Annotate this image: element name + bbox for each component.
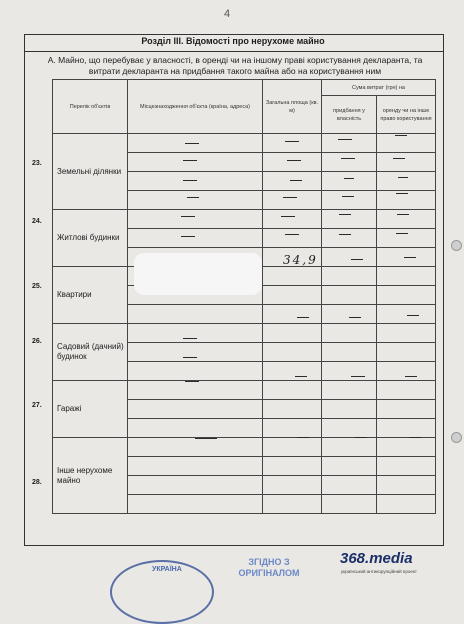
handwritten-dash: [397, 214, 409, 215]
watermark-logo: 368.media: [340, 550, 413, 567]
col-header-purchase: придбання у власність: [322, 96, 377, 134]
handwritten-dash: [297, 317, 309, 318]
category-label-land: Земельні ділянки: [53, 134, 128, 210]
handwritten-dash: [339, 234, 351, 235]
category-label-summer-house: Садовий (дачний) будинок: [53, 324, 128, 381]
handwritten-dash: [344, 178, 354, 179]
handwritten-dash: [395, 135, 407, 136]
handwritten-dash: [181, 236, 195, 237]
col-header-area: Загальна площа (кв. м): [263, 80, 322, 134]
handwritten-dash: [338, 139, 352, 140]
handwritten-dash: [285, 234, 299, 235]
handwritten-dash: [409, 437, 421, 438]
stamp-text: УКРАЇНА: [152, 566, 182, 573]
handwritten-dash: [185, 381, 199, 382]
col-header-location: Місцезнаходження об'єкта (країна, адреса): [128, 80, 263, 134]
section-title: Розділ ІІІ. Відомості про нерухоме майно: [141, 36, 325, 46]
conformity-stamp: ЗГІДНО З ОРИГІНАЛОМ: [238, 557, 300, 578]
handwritten-dash: [195, 438, 217, 439]
handwritten-dash: [355, 437, 367, 438]
category-label-garages: Гаражі: [53, 381, 128, 438]
punch-hole: [451, 432, 462, 443]
category-number: 25.: [32, 283, 42, 290]
handwritten-dash: [187, 197, 199, 198]
handwritten-dash: [283, 197, 297, 198]
handwritten-dash: [407, 315, 419, 316]
handwritten-dash: [287, 160, 301, 161]
title-divider: [24, 51, 443, 52]
handwritten-dash: [339, 214, 351, 215]
handwritten-dash: [281, 216, 295, 217]
page-number: 4: [224, 8, 231, 20]
handwritten-dash: [405, 376, 417, 377]
handwritten-dash: [185, 143, 199, 144]
col-header-rent: оренду чи на інше право користування: [377, 96, 436, 134]
handwritten-dash: [393, 158, 405, 159]
subsection-title: А. Майно, що перебуває у власності, в оренді чи на іншому праві користування декларанта, та витрати декларанта на придбання такого майна або на користування ним: [47, 55, 423, 76]
handwritten-dash: [297, 437, 309, 438]
category-number: 24.: [32, 218, 42, 225]
category-number: 23.: [32, 160, 42, 167]
category-number: 26.: [32, 338, 42, 345]
handwritten-dash: [183, 338, 197, 339]
category-label-houses: Житлові будинки: [53, 210, 128, 267]
col-header-costs: Сума витрат (грн) на: [322, 80, 436, 96]
handwritten-dash: [396, 193, 408, 194]
handwritten-dash: [349, 317, 361, 318]
category-label-other: Інше нерухоме майно: [53, 438, 128, 514]
handwritten-dash: [181, 216, 195, 217]
handwritten-dash: [183, 357, 197, 358]
handwritten-dash: [404, 257, 416, 258]
handwritten-dash: [396, 233, 408, 234]
category-number: 27.: [32, 402, 42, 409]
redacted-address: [134, 253, 262, 295]
handwritten-dash: [290, 180, 302, 181]
handwritten-dash: [342, 196, 354, 197]
handwritten-dash: [351, 259, 363, 260]
watermark-tagline: український антикорупційний проект: [341, 569, 417, 574]
property-table: [52, 79, 436, 514]
handwritten-dash: [183, 160, 197, 161]
col-header-type: Перелік об'єктів: [53, 80, 128, 134]
handwritten-dash: [351, 376, 365, 377]
category-label-apartments: Квартири: [53, 267, 128, 324]
category-number: 28.: [32, 479, 42, 486]
handwritten-dash: [183, 180, 197, 181]
handwritten-dash: [341, 158, 355, 159]
handwritten-dash: [398, 177, 408, 178]
punch-hole: [451, 240, 462, 251]
handwritten-area-value: 34,9: [283, 253, 318, 267]
handwritten-dash: [295, 376, 307, 377]
handwritten-dash: [285, 141, 299, 142]
